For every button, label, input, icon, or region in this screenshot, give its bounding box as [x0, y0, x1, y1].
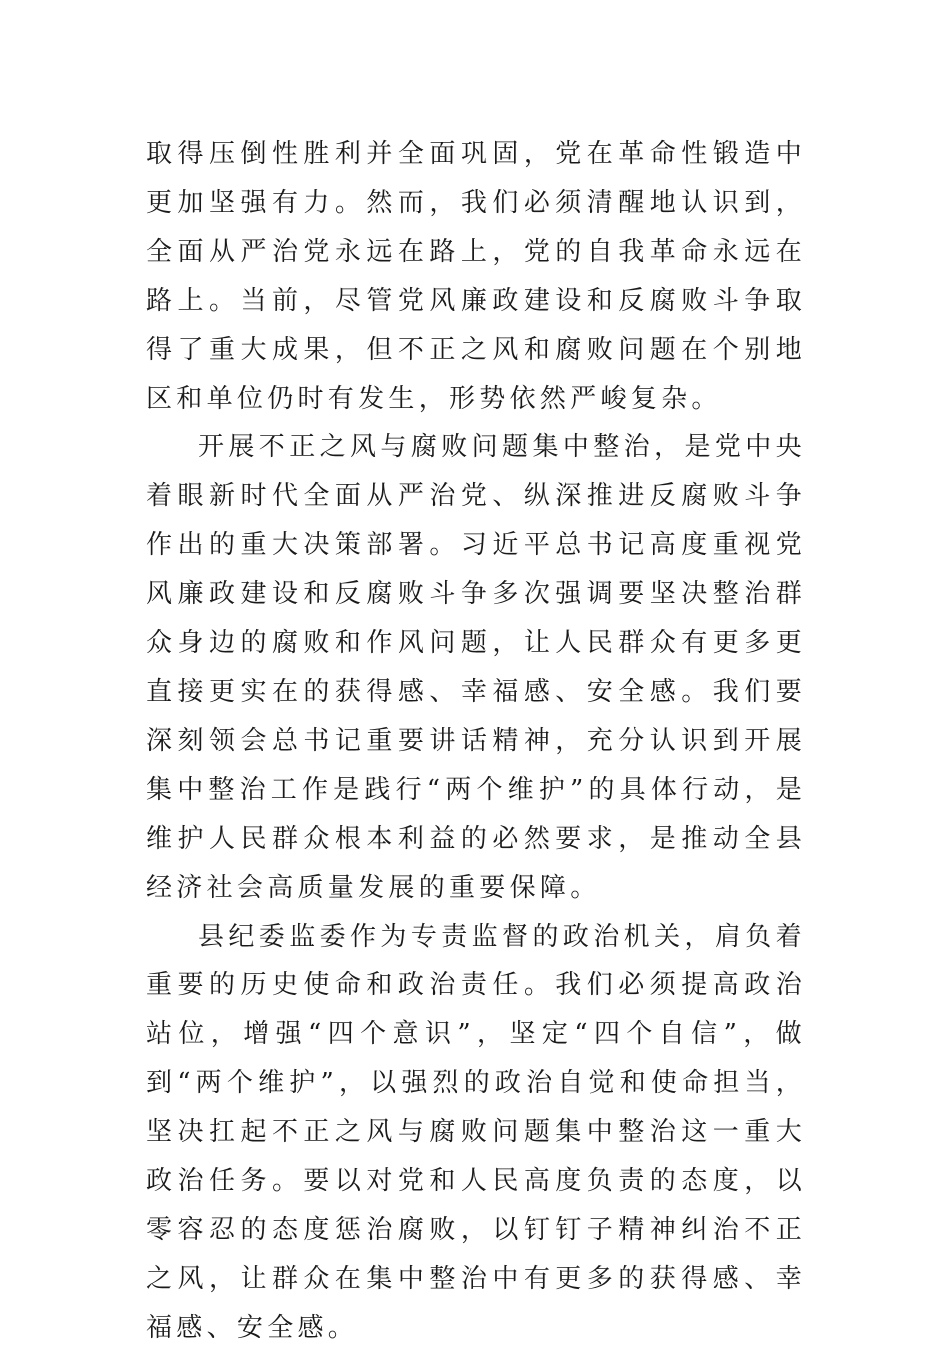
paragraph-2: 开展不正之风与腐败问题集中整治，是党中央着眼新时代全面从严治党、纵深推进反腐败斗争作出的重大决策部署。习近平总书记高度重视党风廉政建设和反腐败斗争多次强调要坚决整治群众身边的腐败和作风问题，让人民群众有更多更直接更实在的获得感、幸福感、安全感。我们要深刻领会总书记重要讲话精神，充分认识到开展集中整治工作是践行“两个维护”的具体行动，是维护人民群众根本利益的必然要求，是推动全县经济社会高质量发展的重要保障。 — [146, 432, 806, 903]
paragraph-1: 取得压倒性胜利并全面巩固，党在革命性锻造中更加坚强有力。然而，我们必须清醒地认识到，全面从严治党永远在路上，党的自我革命永远在路上。当前，尽管党风廉政建设和反腐败斗争取得了重大成果，但不正之风和腐败问题在个别地区和单位仍时有发生，形势依然严峻复杂。 — [146, 139, 806, 414]
document-body — [146, 130, 806, 1353]
paragraph-3: 县纪委监委作为专责监督的政治机关，肩负着重要的历史使命和政治责任。我们必须提高政治站位，增强“四个意识”，坚定“四个自信”，做到“两个维护”，以强烈的政治自觉和使命担当，坚决扛起不正之风与腐败问题集中整治这一重大政治任务。要以对党和人民高度负责的态度，以零容忍的态度惩治腐败，以钉钉子精神纠治不正之风，让群众在集中整治中有更多的获得感、幸福感、安全感。 — [146, 921, 806, 1343]
